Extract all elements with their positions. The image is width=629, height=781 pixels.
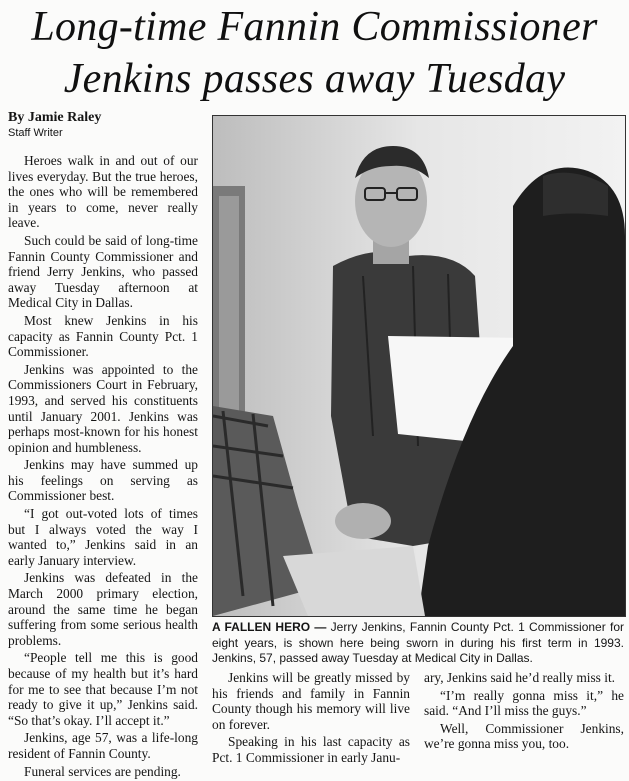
photo-illustration — [213, 116, 625, 616]
byline-author: By Jamie Raley — [8, 110, 102, 125]
paragraph: Jenkins was appointed to the Commissioners Court in February, 1993, and served his constituents until January 2001. Jenkins was perhaps most-known for his honest opinion and humbleness. — [8, 361, 198, 455]
article-column-1 — [8, 153, 198, 781]
paragraph: Jenkins was defeated in the March 2000 primary election, around the same time he began suffering from some serious health problems. — [8, 570, 198, 648]
article-column-3 — [424, 670, 624, 754]
paragraph: Speaking in his last capacity as Pct. 1 Commissioner in early Janu- — [212, 734, 410, 765]
paragraph: Funeral services are pending. — [24, 763, 181, 779]
paragraph: Jenkins, age 57, was a life-long resident of Fannin County. — [8, 730, 198, 761]
paragraph: Jenkins will be greatly missed by his friends and family in Fannin County though his memory will live on forever. — [212, 670, 410, 732]
byline-role: Staff Writer — [8, 127, 63, 139]
photo-caption — [212, 620, 624, 667]
caption-text: Jerry Jenkins, Fannin County Pct. 1 Commissioner for eight years, is shown here being sworn in during his first term in 1993. Jenkins, 57, passed away Tuesday at Medical City in Dallas. — [212, 620, 624, 665]
paragraph: Jenkins may have summed up his feelings on serving as Commissioner best. — [8, 457, 198, 504]
paragraph: Most knew Jenkins in his capacity as Fannin County Pct. 1 Commissioner. — [8, 312, 198, 360]
caption-lead: A FALLEN HERO — — [212, 620, 327, 634]
article-column-2 — [212, 670, 410, 768]
paragraph: “I’m really gonna miss it,” he said. “And I’ll miss the guys.” — [424, 687, 624, 719]
paragraph: Well, Commissioner Jenkins, we’re gonna miss you, too. — [424, 720, 624, 752]
paragraph: Such could be said of long-time Fannin County Commissioner and friend Jerry Jenkins, who passed away Tuesday afternoon at Medical City in Dallas. — [8, 232, 198, 311]
headline-line-1: Long-time Fannin Commissioner — [31, 4, 598, 50]
paragraph: Heroes walk in and out of our lives everyday. But the true heroes, the ones who will be remembered in years to come, never really leave. — [8, 153, 198, 231]
paragraph: ary, Jenkins said he’d really miss it. — [424, 670, 616, 685]
paragraph: “People tell me this is good because of my health but it’s hard for me to see that because I’m not ready to give it up,” Jenkins said. “So that’s okay. I’ll accept it.” — [8, 650, 198, 728]
news-photo — [212, 115, 626, 617]
headline-line-2: Jenkins passes away Tuesday — [63, 56, 566, 102]
paragraph: “I got out-voted lots of times but I always voted the way I wanted to,” Jenkins said in an early January interview. — [8, 506, 198, 568]
